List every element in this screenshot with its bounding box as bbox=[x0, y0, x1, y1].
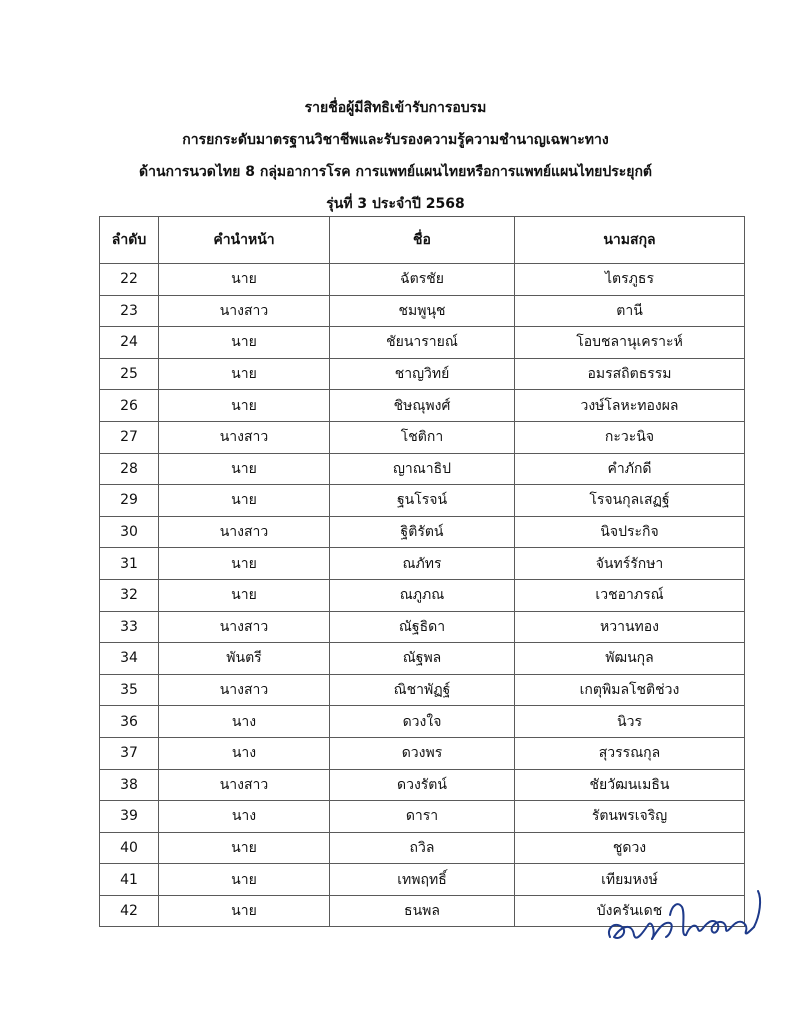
table-row bbox=[100, 390, 745, 422]
cell-last-name: หวานทอง bbox=[515, 611, 745, 643]
cell-first-name: ฐนโรจน์ bbox=[330, 485, 515, 517]
table-row bbox=[100, 769, 745, 801]
table-row bbox=[100, 706, 745, 738]
cell-title: นาย bbox=[159, 579, 330, 611]
cell-title: นาย bbox=[159, 327, 330, 359]
table-row bbox=[100, 579, 745, 611]
table-row bbox=[100, 832, 745, 864]
cell-last-name: โอบชลานุเคราะห์ bbox=[515, 327, 745, 359]
cell-first-name: ดวงใจ bbox=[330, 706, 515, 738]
cell-last-name: ไตรภูธร bbox=[515, 264, 745, 296]
cell-last-name: สุวรรณกุล bbox=[515, 737, 745, 769]
cell-order: 38 bbox=[100, 769, 159, 801]
cell-first-name: ชิษณุพงศ์ bbox=[330, 390, 515, 422]
column-header-title: คำนำหน้า bbox=[159, 217, 330, 264]
cell-title: นาย bbox=[159, 358, 330, 390]
cell-title: นาง bbox=[159, 737, 330, 769]
cell-title: นางสาว bbox=[159, 516, 330, 548]
cell-first-name: ณิชาพัฏฐ์ bbox=[330, 674, 515, 706]
cell-first-name: ดวงพร bbox=[330, 737, 515, 769]
cell-title: นางสาว bbox=[159, 769, 330, 801]
cell-order: 29 bbox=[100, 485, 159, 517]
table-row bbox=[100, 327, 745, 359]
cell-first-name: ดวงรัตน์ bbox=[330, 769, 515, 801]
table-row bbox=[100, 453, 745, 485]
cell-first-name: ณัฐธิดา bbox=[330, 611, 515, 643]
title-line-4: รุ่นที่ 3 ประจำปี 2568 bbox=[326, 196, 465, 212]
cell-last-name: นิวร bbox=[515, 706, 745, 738]
cell-order: 39 bbox=[100, 801, 159, 833]
table-row bbox=[100, 674, 745, 706]
table-body bbox=[100, 264, 745, 927]
cell-order: 42 bbox=[100, 895, 159, 927]
cell-last-name: รัตนพรเจริญ bbox=[515, 801, 745, 833]
cell-order: 24 bbox=[100, 327, 159, 359]
table-row bbox=[100, 801, 745, 833]
title-line-2: การยกระดับมาตรฐานวิชาชีพและรับรองความรู้ความชำนาญเฉพาะทาง bbox=[182, 132, 609, 148]
table-row bbox=[100, 295, 745, 327]
cell-title: นาง bbox=[159, 706, 330, 738]
cell-order: 23 bbox=[100, 295, 159, 327]
cell-order: 26 bbox=[100, 390, 159, 422]
table-row bbox=[100, 358, 745, 390]
cell-last-name: วงษ์โลหะทองผล bbox=[515, 390, 745, 422]
cell-order: 31 bbox=[100, 548, 159, 580]
table-row bbox=[100, 516, 745, 548]
cell-last-name: นิจประกิจ bbox=[515, 516, 745, 548]
cell-last-name: คำภักดี bbox=[515, 453, 745, 485]
cell-title: นางสาว bbox=[159, 295, 330, 327]
cell-first-name: โชติกา bbox=[330, 421, 515, 453]
cell-title: นาง bbox=[159, 801, 330, 833]
cell-title: นาย bbox=[159, 485, 330, 517]
cell-first-name: ถวิล bbox=[330, 832, 515, 864]
cell-order: 33 bbox=[100, 611, 159, 643]
cell-order: 40 bbox=[100, 832, 159, 864]
cell-first-name: ณัฐพล bbox=[330, 643, 515, 675]
title-line-3: ด้านการนวดไทย 8 กลุ่มอาการโรค การแพทย์แผนไทยหรือการแพทย์แผนไทยประยุกต์ bbox=[138, 164, 653, 180]
cell-title: นาย bbox=[159, 390, 330, 422]
cell-order: 35 bbox=[100, 674, 159, 706]
cell-title: นาย bbox=[159, 895, 330, 927]
signature bbox=[600, 885, 770, 955]
column-header-last-name: นามสกุล bbox=[515, 217, 745, 264]
cell-last-name: เกตุพิมลโชติช่วง bbox=[515, 674, 745, 706]
cell-first-name: ฐิติรัตน์ bbox=[330, 516, 515, 548]
table-row bbox=[100, 643, 745, 675]
cell-title: นางสาว bbox=[159, 674, 330, 706]
table-row bbox=[100, 264, 745, 296]
cell-last-name: บังครันเดช bbox=[515, 895, 745, 927]
cell-order: 27 bbox=[100, 421, 159, 453]
title-line-1: รายชื่อผู้มีสิทธิเข้ารับการอบรม bbox=[304, 100, 487, 116]
cell-first-name: ชาญวิทย์ bbox=[330, 358, 515, 390]
column-header-order: ลำดับ bbox=[100, 217, 159, 264]
cell-first-name: ดารา bbox=[330, 801, 515, 833]
cell-order: 41 bbox=[100, 864, 159, 896]
cell-order: 32 bbox=[100, 579, 159, 611]
cell-order: 36 bbox=[100, 706, 159, 738]
cell-last-name: เวชอาภรณ์ bbox=[515, 579, 745, 611]
cell-title: นาย bbox=[159, 264, 330, 296]
table-row bbox=[100, 485, 745, 517]
cell-first-name: เทพฤทธิ์ bbox=[330, 864, 515, 896]
cell-title: พันตรี bbox=[159, 643, 330, 675]
cell-first-name: ณภัทร bbox=[330, 548, 515, 580]
cell-title: นาย bbox=[159, 453, 330, 485]
cell-last-name: ตานี bbox=[515, 295, 745, 327]
cell-order: 25 bbox=[100, 358, 159, 390]
cell-last-name: ชัยวัฒนเมธิน bbox=[515, 769, 745, 801]
cell-last-name: เทียมหงษ์ bbox=[515, 864, 745, 896]
cell-title: นางสาว bbox=[159, 611, 330, 643]
cell-title: นาย bbox=[159, 832, 330, 864]
cell-order: 37 bbox=[100, 737, 159, 769]
table-header-row bbox=[100, 217, 745, 264]
cell-order: 22 bbox=[100, 264, 159, 296]
column-header-first-name: ชื่อ bbox=[330, 217, 515, 264]
cell-title: นาย bbox=[159, 548, 330, 580]
cell-last-name: โรจนกุลเสฏฐ์ bbox=[515, 485, 745, 517]
cell-title: นางสาว bbox=[159, 421, 330, 453]
cell-first-name: ณภูภณ bbox=[330, 579, 515, 611]
table-row bbox=[100, 548, 745, 580]
cell-title: นาย bbox=[159, 864, 330, 896]
cell-first-name: ฉัตรชัย bbox=[330, 264, 515, 296]
cell-first-name: ชัยนารายณ์ bbox=[330, 327, 515, 359]
table-row bbox=[100, 611, 745, 643]
cell-last-name: จันทร์รักษา bbox=[515, 548, 745, 580]
cell-first-name: ญาณาธิป bbox=[330, 453, 515, 485]
cell-order: 28 bbox=[100, 453, 159, 485]
cell-first-name: ชมพูนุช bbox=[330, 295, 515, 327]
cell-order: 30 bbox=[100, 516, 159, 548]
cell-last-name: อมรสถิตธรรม bbox=[515, 358, 745, 390]
cell-order: 34 bbox=[100, 643, 159, 675]
table-row bbox=[100, 737, 745, 769]
cell-last-name: กะวะนิจ bbox=[515, 421, 745, 453]
participant-table bbox=[99, 216, 745, 927]
cell-first-name: ธนพล bbox=[330, 895, 515, 927]
cell-last-name: พัฒนกุล bbox=[515, 643, 745, 675]
table-row bbox=[100, 421, 745, 453]
cell-last-name: ชูดวง bbox=[515, 832, 745, 864]
